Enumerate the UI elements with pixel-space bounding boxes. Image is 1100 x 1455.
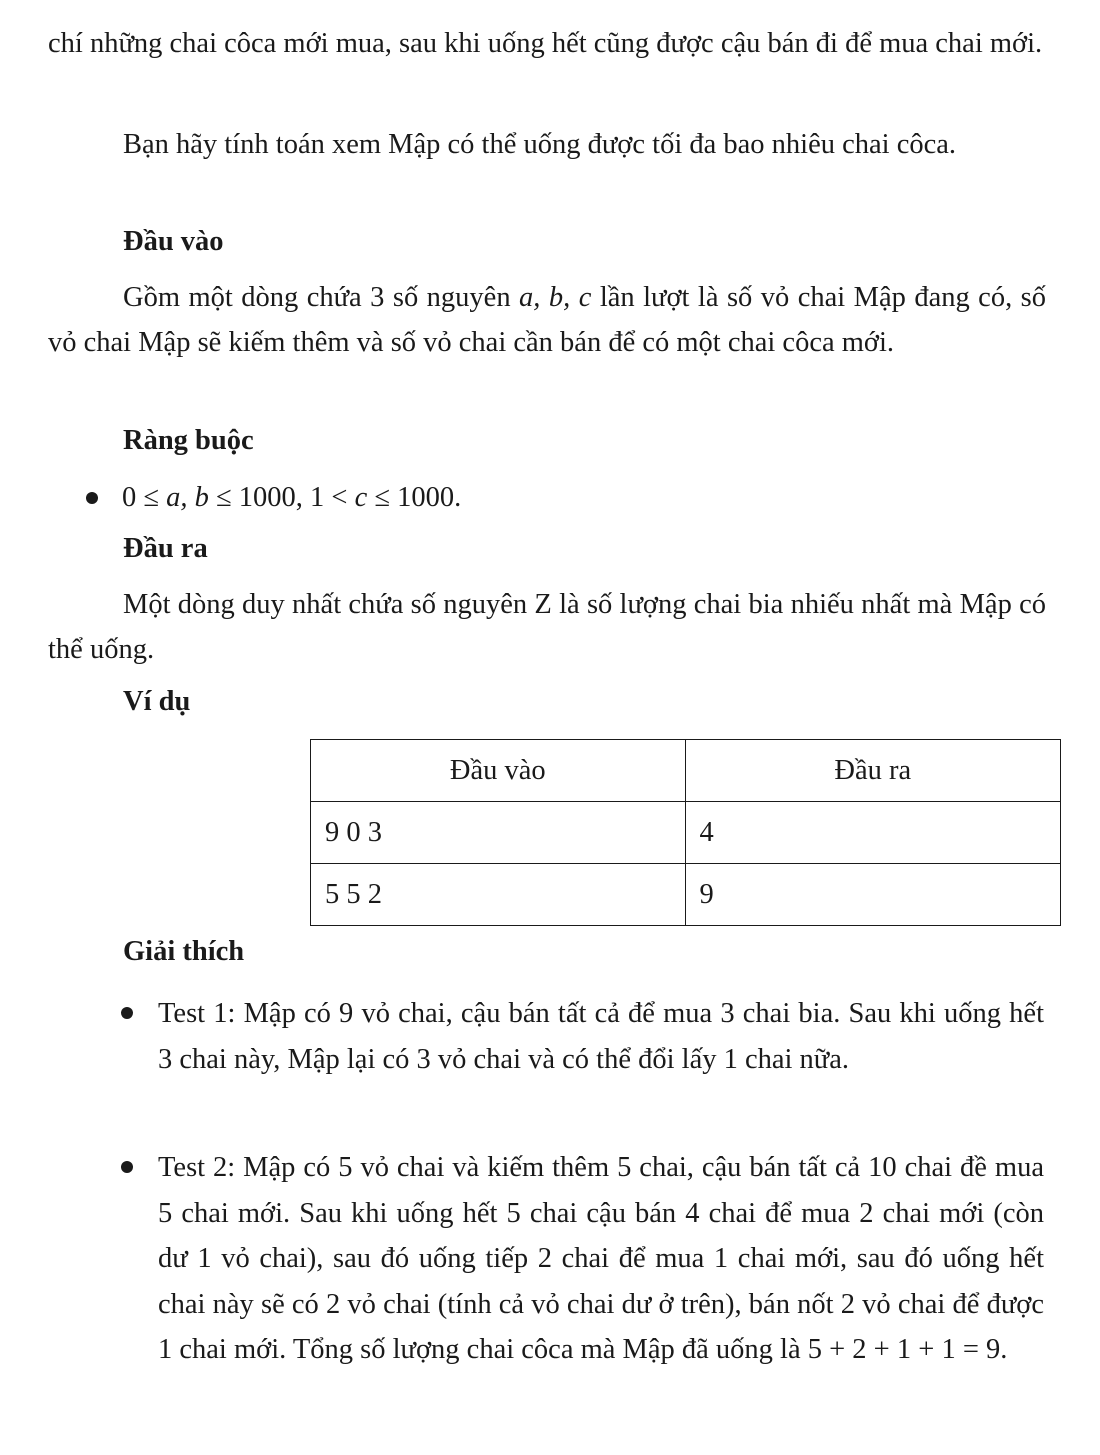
bullet-icon xyxy=(86,492,98,504)
table-cell-output: 4 xyxy=(685,802,1061,864)
table-cell-output: 9 xyxy=(685,864,1061,926)
constraint-part-3: ≤ 1000, 1 < xyxy=(208,482,355,513)
var-a: a, xyxy=(519,282,541,313)
constraint-formula xyxy=(122,475,461,520)
constraint-part-1: 0 ≤ xyxy=(122,482,167,513)
explanation-item-2: Test 2: Mập có 5 vỏ chai và kiếm thêm 5 chai, cậu bán tất cả 10 chai đề mua 5 chai mới. Sau khi uống hết 5 chai cậu bán 4 chai để mua 2 chai mới (còn dư 1 vỏ chai), sau đó uống tiếp 2 chai để mua 1 chai mới, sau đó uống hết chai này sẽ có 2 vỏ chai (tính cả vỏ chai dư ở trên), bán nốt 2 vỏ chai để được 1 chai mới. Tổng số lượng chai côca mà Mập đã uống là 5 + 2 + 1 + 1 = 9. xyxy=(158,1152,1044,1365)
input-description xyxy=(48,275,1046,365)
output-heading: Đầu ra xyxy=(123,533,208,564)
table-header-row xyxy=(311,740,1061,802)
constraint-vars-ab: a, b xyxy=(166,482,209,513)
var-c: c xyxy=(578,282,592,313)
constraints-heading: Ràng buộc xyxy=(123,425,254,456)
explanation-heading: Giải thích xyxy=(123,936,245,967)
input-text-start: Gồm một dòng chứa 3 số nguyên xyxy=(123,282,520,313)
bullet-icon xyxy=(121,1007,133,1019)
table-header-output: Đầu ra xyxy=(685,740,1061,802)
table-cell-input: 5 5 2 xyxy=(311,864,686,926)
input-heading: Đầu vào xyxy=(123,226,224,257)
table-cell-input: 9 0 3 xyxy=(311,802,686,864)
input-text-end: lần lượt là số vỏ chai Mập đang có, số vỏ chai Mập sẽ kiếm thêm và số vỏ chai cần bán để có một chai côca mới. xyxy=(48,282,1047,358)
example-table xyxy=(310,739,1061,926)
example-heading: Ví dụ xyxy=(123,686,191,717)
intro-paragraph-1: chí những chai côca mới mua, sau khi uống hết cũng được cậu bán đi để mua chai mới. xyxy=(48,28,1043,59)
var-b: b, xyxy=(548,282,571,313)
table-row xyxy=(311,864,1061,926)
constraint-part-5: ≤ 1000. xyxy=(367,482,462,513)
bullet-icon xyxy=(121,1161,133,1173)
explanation-item-1: Test 1: Mập có 9 vỏ chai, cậu bán tất cả để mua 3 chai bia. Sau khi uống hết 3 chai này, Mập lại có 3 vỏ chai và có thể đổi lấy 1 chai nữa. xyxy=(158,998,1044,1075)
output-description: Một dòng duy nhất chứa số nguyên Z là số lượng chai bia nhiếu nhất mà Mập có thể uống. xyxy=(48,589,1046,665)
table-row xyxy=(311,802,1061,864)
intro-paragraph-2: Bạn hãy tính toán xem Mập có thể uống được tối đa bao nhiêu chai côca. xyxy=(123,129,957,160)
constraint-var-c: c xyxy=(354,482,368,513)
table-header-input: Đầu vào xyxy=(311,740,686,802)
